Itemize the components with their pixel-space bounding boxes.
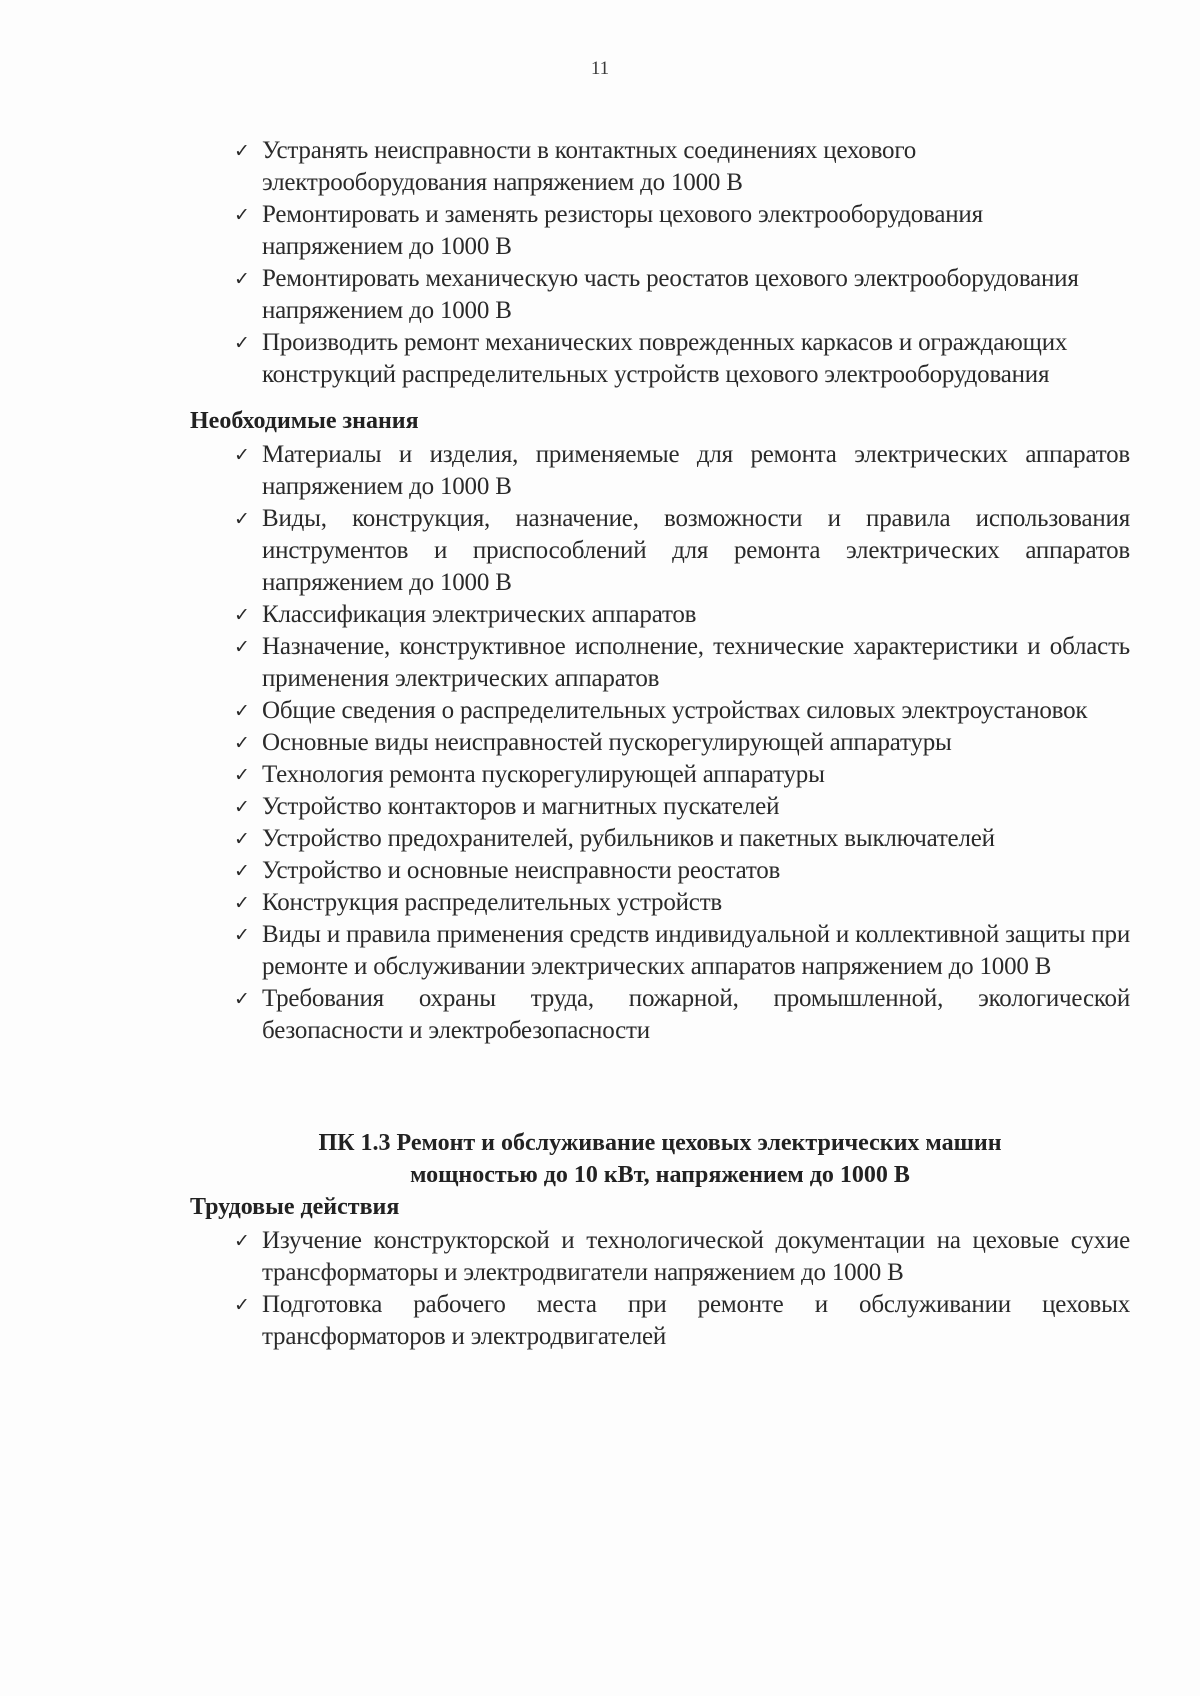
list-item (190, 199, 1090, 263)
list-item-text: Конструкция распределительных устройств (262, 889, 723, 916)
list-item (190, 599, 1130, 631)
list-item-text: Технология ремонта пускорегулирующей аппаратуры (262, 761, 825, 788)
checkmark-icon: ✓ (234, 604, 250, 626)
list-item (190, 791, 1130, 823)
checkmark-icon: ✓ (234, 860, 250, 882)
knowledge-list (190, 439, 1130, 1047)
page-number: 11 (590, 58, 610, 79)
list-item-text: Основные виды неисправностей пускорегулирующей аппаратуры (262, 729, 952, 756)
list-item (190, 983, 1130, 1047)
skills-list (190, 135, 1090, 391)
pk-title-line-2: мощностью до 10 кВт, напряжением до 1000 В (410, 1162, 910, 1188)
list-item (190, 823, 1130, 855)
checkmark-icon: ✓ (234, 924, 250, 946)
checkmark-icon: ✓ (234, 204, 250, 226)
checkmark-icon: ✓ (234, 268, 250, 290)
checkmark-icon: ✓ (234, 140, 250, 162)
list-item (190, 135, 1090, 199)
list-item-text: Материалы и изделия, применяемые для ремонта электрических аппаратов напряжением до 1000 В (262, 441, 1130, 500)
pk-title-line-1: ПК 1.3 Ремонт и обслуживание цеховых электрических машин (318, 1130, 1002, 1156)
checkmark-icon: ✓ (234, 796, 250, 818)
checkmark-icon: ✓ (234, 1230, 250, 1252)
list-item (190, 727, 1130, 759)
list-item-text: Устройство контакторов и магнитных пускателей (262, 793, 780, 820)
checkmark-icon: ✓ (234, 988, 250, 1010)
list-item (190, 327, 1090, 391)
list-item (190, 887, 1130, 919)
list-item-text: Изучение конструкторской и технологической документации на цеховые сухие трансформаторы и электродвигатели напряжением до 1000 В (262, 1227, 1130, 1286)
document-body (190, 135, 1130, 1353)
checkmark-icon: ✓ (234, 828, 250, 850)
checkmark-icon: ✓ (234, 1294, 250, 1316)
actions-heading: Трудовые действия (190, 1194, 400, 1220)
list-item (190, 263, 1090, 327)
list-item (190, 919, 1130, 983)
checkmark-icon: ✓ (234, 700, 250, 722)
actions-list (190, 1225, 1130, 1353)
list-item (190, 1289, 1130, 1353)
checkmark-icon: ✓ (234, 636, 250, 658)
list-item (190, 503, 1130, 599)
list-item (190, 855, 1130, 887)
checkmark-icon: ✓ (234, 892, 250, 914)
list-item-text: Классификация электрических аппаратов (262, 601, 697, 628)
checkmark-icon: ✓ (234, 332, 250, 354)
list-item-text: Требования охраны труда, пожарной, промышленной, экологической безопасности и электробезопасности (262, 985, 1130, 1044)
list-item-text: Виды, конструкция, назначение, возможности и правила использования инструментов и приспособлений для ремонта электрических аппаратов напряжением до 1000 В (262, 505, 1130, 596)
checkmark-icon: ✓ (234, 764, 250, 786)
list-item-text: Устройство и основные неисправности реостатов (262, 857, 781, 884)
list-item-text: Устройство предохранителей, рубильников и пакетных выключателей (262, 825, 995, 852)
list-item (190, 631, 1130, 695)
knowledge-heading: Необходимые знания (190, 408, 419, 434)
list-item (190, 695, 1130, 727)
checkmark-icon: ✓ (234, 444, 250, 466)
list-item-text: Подготовка рабочего места при ремонте и обслуживании цеховых трансформаторов и электродвигателей (262, 1291, 1130, 1350)
list-item-text: Устранять неисправности в контактных соединениях цехового электрооборудования напряжением до 1000 В (262, 137, 917, 196)
list-item-text: Ремонтировать и заменять резисторы цехового электрооборудования напряжением до 1000 В (262, 201, 983, 260)
list-item-text: Назначение, конструктивное исполнение, технические характеристики и область применения электрических аппаратов (262, 633, 1130, 692)
list-item-text: Ремонтировать механическую часть реостатов цехового электрооборудования напряжением до 1000 В (262, 265, 1079, 324)
checkmark-icon: ✓ (234, 732, 250, 754)
list-item-text: Виды и правила применения средств индивидуальной и коллективной защиты при ремонте и обслуживании электрических аппаратов напряжением до 1000 В (262, 921, 1130, 980)
list-item-text: Общие сведения о распределительных устройствах силовых электроустановок (262, 697, 1088, 724)
list-item (190, 1225, 1130, 1289)
list-item (190, 439, 1130, 503)
pk-section-title (190, 1127, 1130, 1191)
checkmark-icon: ✓ (234, 508, 250, 530)
list-item-text: Производить ремонт механических поврежденных каркасов и ограждающих конструкций распределительных устройств цехового электрооборудования (262, 329, 1068, 388)
list-item (190, 759, 1130, 791)
